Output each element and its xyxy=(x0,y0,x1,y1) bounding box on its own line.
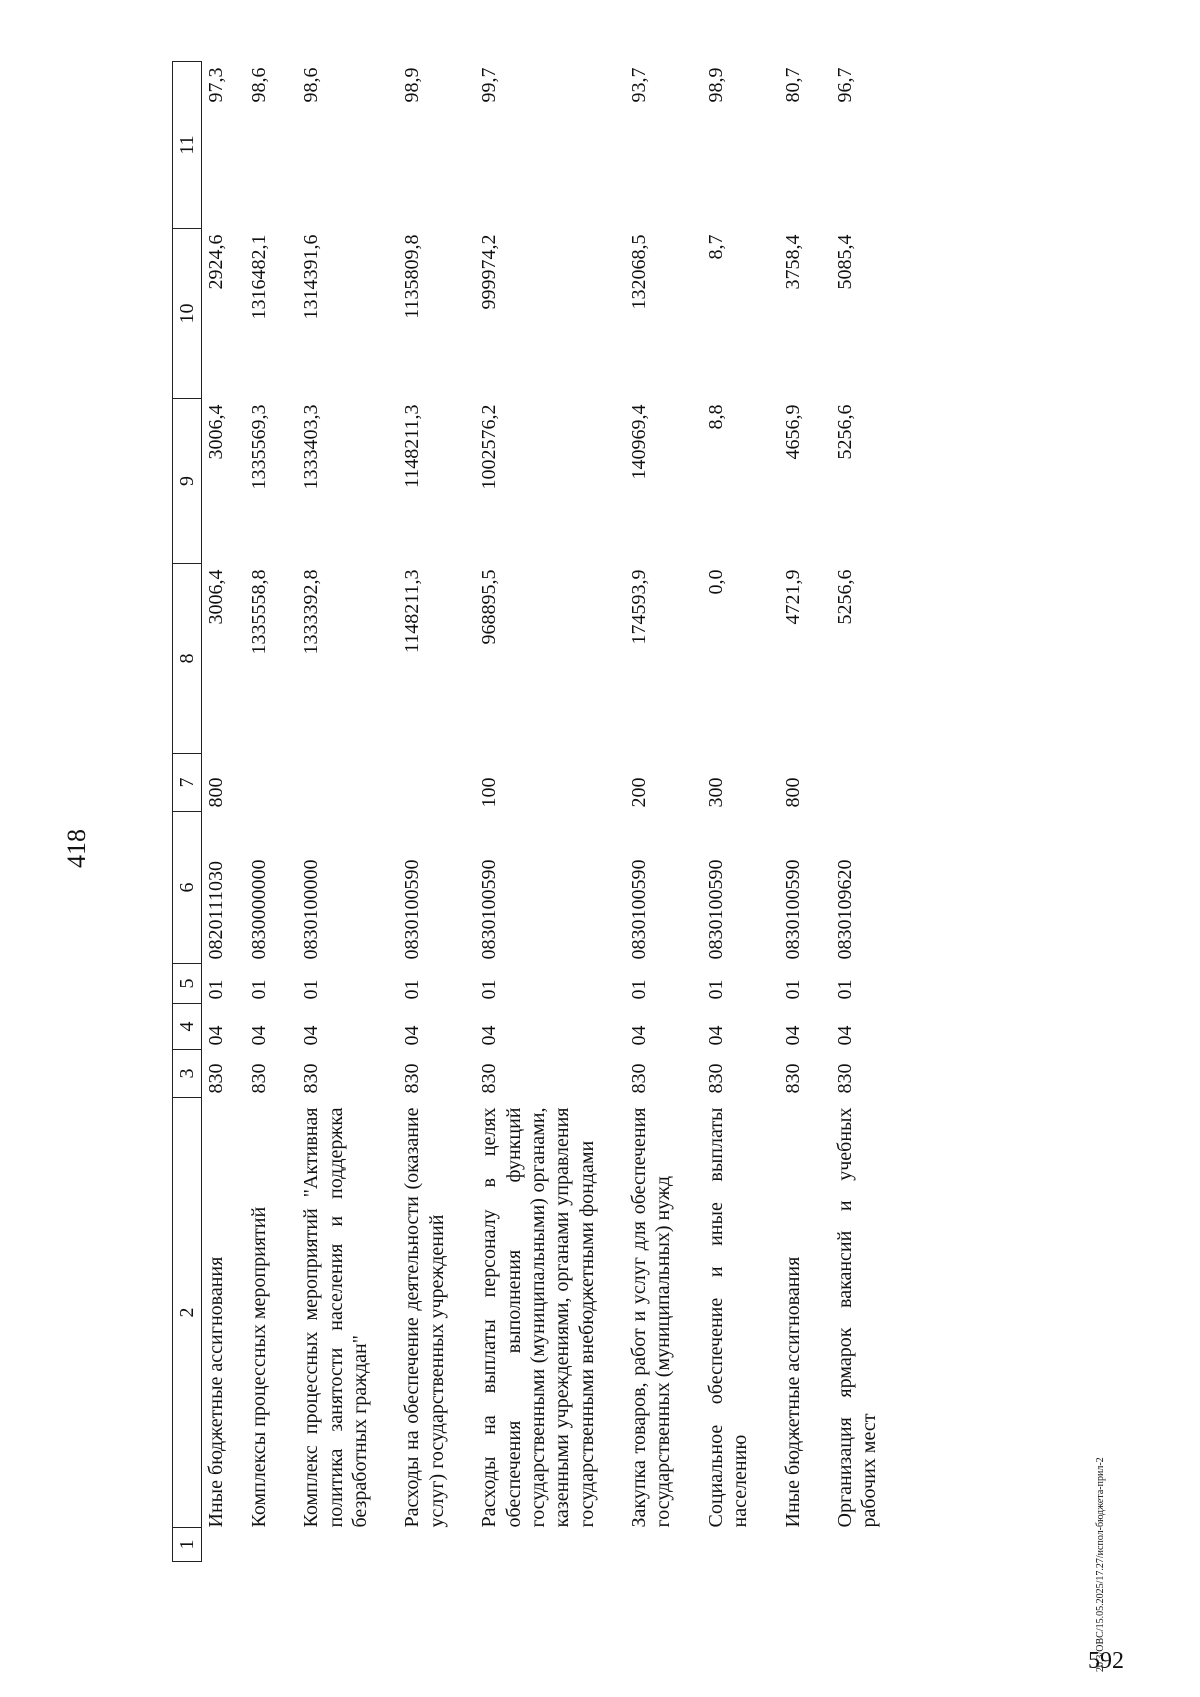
revised-amount-cell: 8,8 xyxy=(704,404,727,430)
row-number-cell xyxy=(392,1528,469,1562)
subsection-code-cell: 01 xyxy=(478,979,501,1000)
executed-amount-cell: 999974,2 xyxy=(478,234,501,310)
row-number-cell xyxy=(202,1528,239,1562)
page-number-top: 418 xyxy=(62,829,91,868)
table-body xyxy=(202,62,886,1562)
header-row xyxy=(173,62,202,1562)
revised-amount-cell: 1148211,3 xyxy=(401,404,424,489)
table-row xyxy=(696,62,773,1562)
target-article-cell: 0830100590 xyxy=(781,859,804,960)
ministry-code-cell: 830 xyxy=(781,1063,804,1094)
description-cell: Организация ярмарок вакансий и учебных рабочих мест xyxy=(834,1107,881,1528)
table-row xyxy=(825,62,886,1562)
target-article-cell: 0830100590 xyxy=(401,859,424,960)
revised-amount-cell: 1002576,2 xyxy=(478,404,501,490)
subsection-code-cell: 01 xyxy=(205,979,228,1000)
section-code-cell: 04 xyxy=(247,1025,270,1046)
target-article-cell: 0830100590 xyxy=(478,859,501,960)
table-row xyxy=(392,62,469,1562)
column-header-9: 9 xyxy=(173,399,202,564)
executed-amount-cell: 132068,5 xyxy=(628,234,651,310)
approved-amount-cell: 3006,4 xyxy=(205,569,228,625)
row-number-cell xyxy=(619,1528,696,1562)
description-cell: Социальное обеспечение и иные выплаты населению xyxy=(704,1107,752,1528)
section-code-cell: 04 xyxy=(401,1025,424,1046)
target-article-cell: 0830000000 xyxy=(247,859,270,960)
row-number-cell xyxy=(696,1528,773,1562)
table-row xyxy=(773,62,825,1562)
column-header-2: 2 xyxy=(173,1098,202,1528)
expense-type-cell: 800 xyxy=(205,777,228,808)
ministry-code-cell: 830 xyxy=(478,1063,501,1094)
subsection-code-cell: 01 xyxy=(704,979,727,1000)
revised-amount-cell: 3006,4 xyxy=(205,404,228,460)
ministry-code-cell: 830 xyxy=(247,1063,270,1094)
ministry-code-cell: 830 xyxy=(300,1063,323,1094)
execution-percent-cell: 98,6 xyxy=(300,67,323,103)
column-header-4: 4 xyxy=(173,1004,202,1050)
executed-amount-cell: 1314391,6 xyxy=(300,234,323,320)
execution-percent-cell: 98,9 xyxy=(401,67,424,103)
budget-table xyxy=(172,61,886,1562)
target-article-cell: 0830100590 xyxy=(628,859,651,960)
description-cell: Комплексы процессных мероприятий xyxy=(247,1206,270,1528)
target-article-cell: 0820111030 xyxy=(205,860,228,960)
executed-amount-cell: 5085,4 xyxy=(834,234,857,290)
column-header-11: 11 xyxy=(173,62,202,229)
executed-amount-cell: 2924,6 xyxy=(205,234,228,290)
expense-type-cell: 300 xyxy=(704,777,727,808)
execution-percent-cell: 97,3 xyxy=(205,67,228,103)
executed-amount-cell: 3758,4 xyxy=(781,234,804,290)
page-number-bottom: 592 xyxy=(1088,1648,1124,1674)
execution-percent-cell: 98,9 xyxy=(704,67,727,103)
section-code-cell: 04 xyxy=(704,1025,727,1046)
execution-percent-cell: 99,7 xyxy=(478,67,501,103)
expense-type-cell xyxy=(825,754,886,812)
column-header-5: 5 xyxy=(173,964,202,1004)
subsection-code-cell: 01 xyxy=(300,979,323,1000)
table-row xyxy=(469,62,619,1562)
expense-type-cell: 800 xyxy=(781,777,804,808)
executed-amount-cell: 8,7 xyxy=(704,234,727,260)
subsection-code-cell: 01 xyxy=(247,979,270,1000)
ministry-code-cell: 830 xyxy=(834,1063,857,1094)
table-row xyxy=(291,62,392,1562)
row-number-cell xyxy=(291,1528,392,1562)
subsection-code-cell: 01 xyxy=(834,979,857,1000)
execution-percent-cell: 96,7 xyxy=(834,67,857,103)
footer-code: 20.3/ОВС/15.05.2025/17.27/испол-бюджета-прил-2 xyxy=(1095,1457,1106,1672)
ministry-code-cell: 830 xyxy=(401,1063,424,1094)
row-number-cell xyxy=(469,1528,619,1562)
column-header-7: 7 xyxy=(173,754,202,812)
description-cell: Расходы на обеспечение деятельности (оказание услуг) государственных учреждений xyxy=(401,1107,448,1528)
column-header-3: 3 xyxy=(173,1050,202,1098)
ministry-code-cell: 830 xyxy=(704,1063,727,1094)
expense-type-cell: 200 xyxy=(628,777,651,808)
description-cell: Закупка товаров, работ и услуг для обеспечения государственных (муниципальных) нужд xyxy=(628,1107,675,1528)
approved-amount-cell: 1148211,3 xyxy=(401,569,424,654)
expense-type-cell xyxy=(291,754,392,812)
column-header-6: 6 xyxy=(173,812,202,964)
section-code-cell: 04 xyxy=(478,1025,501,1046)
approved-amount-cell: 4721,9 xyxy=(781,569,804,625)
revised-amount-cell: 1333403,3 xyxy=(300,404,323,490)
table-row xyxy=(202,62,239,1562)
approved-amount-cell: 968895,5 xyxy=(478,569,501,645)
section-code-cell: 04 xyxy=(781,1025,804,1046)
row-number-cell xyxy=(773,1528,825,1562)
table-row xyxy=(239,62,291,1562)
ministry-code-cell: 830 xyxy=(628,1063,651,1094)
revised-amount-cell: 1335569,3 xyxy=(247,404,270,490)
approved-amount-cell: 5256,6 xyxy=(834,569,857,625)
column-header-10: 10 xyxy=(173,229,202,399)
row-number-cell xyxy=(239,1528,291,1562)
section-code-cell: 04 xyxy=(205,1025,228,1046)
expense-type-cell xyxy=(239,754,291,812)
description-cell: Иные бюджетные ассигнования xyxy=(781,1256,804,1528)
target-article-cell: 0830100000 xyxy=(300,859,323,960)
section-code-cell: 04 xyxy=(628,1025,651,1046)
column-header-1: 1 xyxy=(173,1528,202,1562)
revised-amount-cell: 140969,4 xyxy=(628,404,651,480)
approved-amount-cell: 1333392,8 xyxy=(300,569,323,655)
section-code-cell: 04 xyxy=(300,1025,323,1046)
row-number-cell xyxy=(825,1528,886,1562)
subsection-code-cell: 01 xyxy=(628,979,651,1000)
target-article-cell: 0830100590 xyxy=(704,859,727,960)
section-code-cell: 04 xyxy=(834,1025,857,1046)
description-cell: Иные бюджетные ассигнования xyxy=(205,1256,228,1528)
executed-amount-cell: 1135809,8 xyxy=(401,234,424,319)
approved-amount-cell: 174593,9 xyxy=(628,569,651,645)
description-cell: Расходы на выплаты персоналу в целях обеспечения выполнения функций государственными (муниципальными) органами, казенными учреждениями, органами управления государственными внебюджетными фондами xyxy=(478,1107,598,1528)
description-cell: Комплекс процессных мероприятий "Активная политика занятости населения и поддержка безработных граждан" xyxy=(300,1107,371,1528)
execution-percent-cell: 98,6 xyxy=(247,67,270,103)
execution-percent-cell: 80,7 xyxy=(781,67,804,103)
approved-amount-cell: 1335558,8 xyxy=(247,569,270,655)
revised-amount-cell: 4656,9 xyxy=(781,404,804,460)
approved-amount-cell: 0,0 xyxy=(704,569,727,595)
expense-type-cell xyxy=(392,754,469,812)
execution-percent-cell: 93,7 xyxy=(628,67,651,103)
revised-amount-cell: 5256,6 xyxy=(834,404,857,460)
column-header-8: 8 xyxy=(173,564,202,754)
subsection-code-cell: 01 xyxy=(401,979,424,1000)
ministry-code-cell: 830 xyxy=(205,1063,228,1094)
target-article-cell: 0830109620 xyxy=(834,859,857,960)
expense-type-cell: 100 xyxy=(478,777,501,808)
executed-amount-cell: 1316482,1 xyxy=(247,234,270,320)
table-row xyxy=(619,62,696,1562)
subsection-code-cell: 01 xyxy=(781,979,804,1000)
